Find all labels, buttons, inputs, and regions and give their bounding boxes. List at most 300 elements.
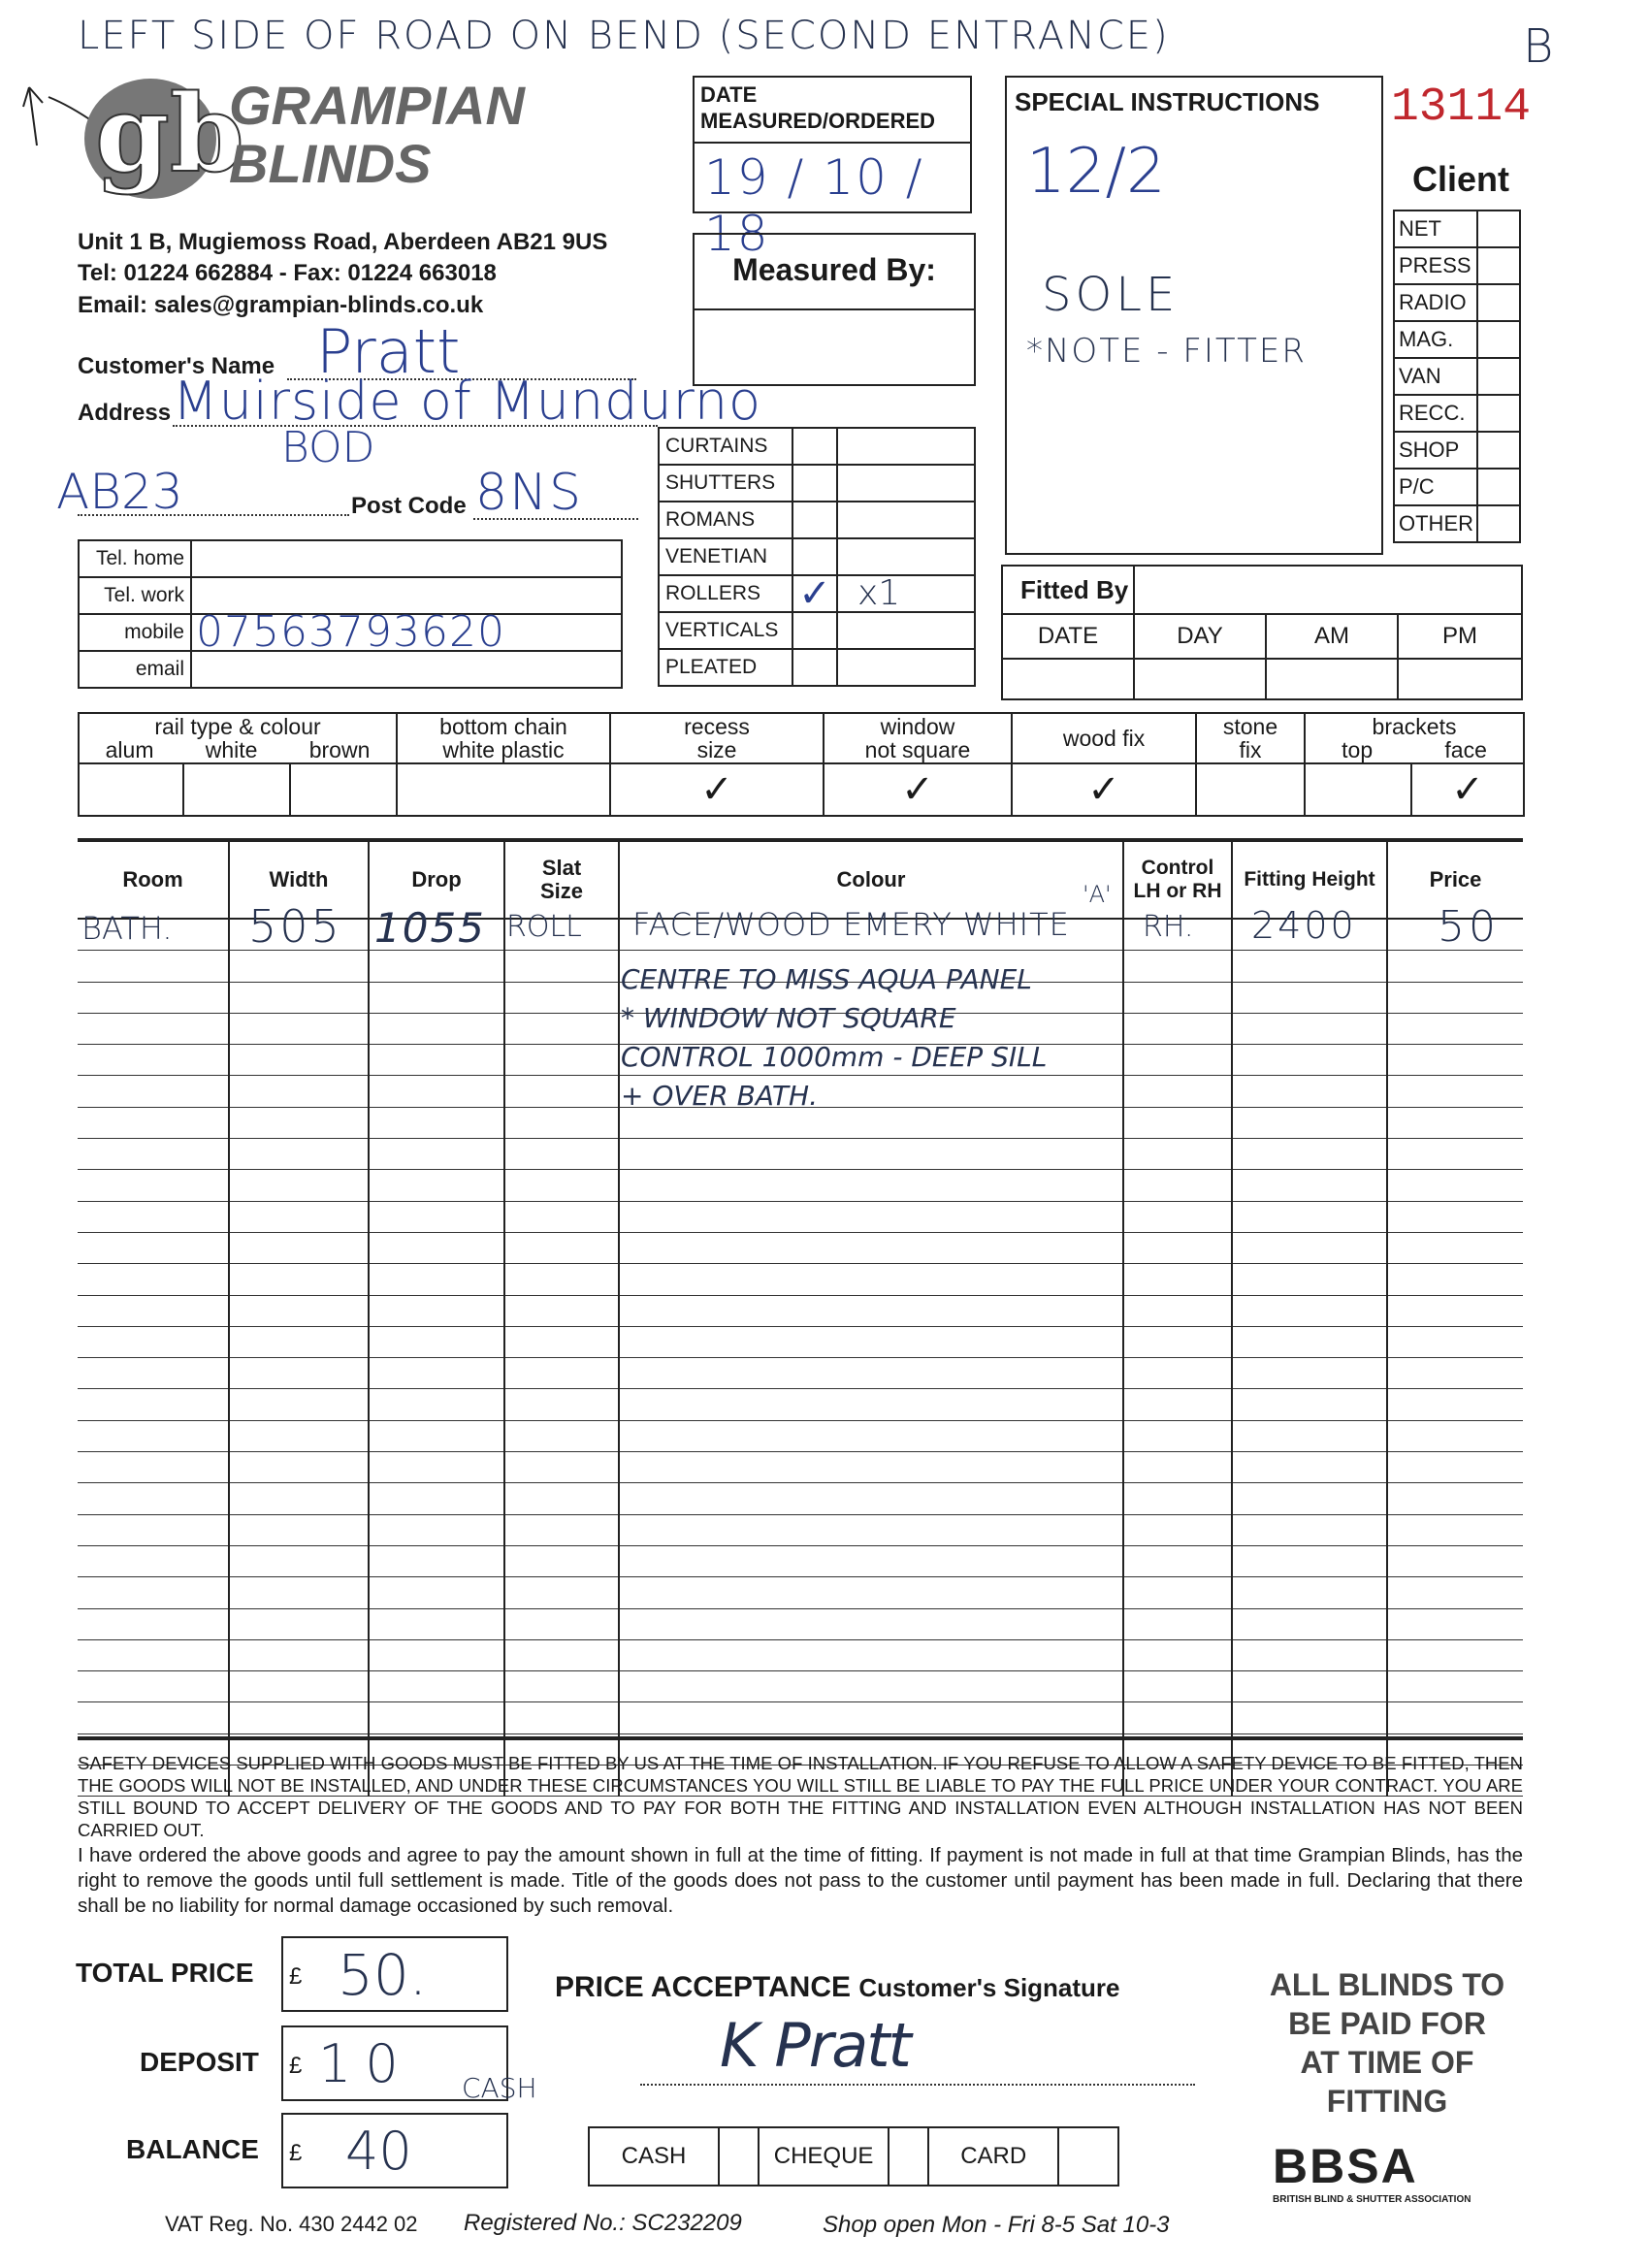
table-cell[interactable]: [1123, 951, 1232, 982]
table-cell[interactable]: [1123, 1201, 1232, 1232]
table-cell[interactable]: [619, 1671, 1123, 1702]
table-cell[interactable]: [1232, 1170, 1387, 1201]
client-options-table: [1393, 210, 1521, 543]
row1-colour[interactable]: FACE/WOOD EMERY WHITE: [632, 906, 1070, 943]
row1-fitting-height[interactable]: 2400: [1251, 904, 1357, 947]
note-line: CENTRE TO MISS AQUA PANEL: [621, 963, 1032, 995]
fitted-date-field[interactable]: [1002, 659, 1134, 699]
table-cell[interactable]: [369, 1201, 504, 1232]
table-cell[interactable]: [1123, 1420, 1232, 1451]
table-cell[interactable]: [1232, 1702, 1387, 1733]
table-cell[interactable]: [1123, 1139, 1232, 1170]
table-cell[interactable]: [1387, 951, 1523, 982]
table-cell[interactable]: [78, 1107, 229, 1138]
company-email: Email: sales@grampian-blinds.co.uk: [78, 292, 484, 318]
blind-type-tick[interactable]: [792, 502, 837, 538]
bottom-chain-label-l1: bottom chain: [439, 714, 567, 739]
table-cell[interactable]: [369, 1452, 504, 1483]
rail-alum-checkbox[interactable]: [79, 763, 183, 816]
table-cell[interactable]: [78, 1577, 229, 1608]
payment-cash-checkbox[interactable]: [719, 2127, 759, 2186]
table-cell[interactable]: [1123, 1076, 1232, 1107]
table-cell[interactable]: [1232, 1201, 1387, 1232]
table-cell[interactable]: [619, 1702, 1123, 1733]
table-cell[interactable]: [619, 1326, 1123, 1357]
date-value: 19 / 10 / 18: [704, 149, 924, 262]
col-slat-l1: Slat: [541, 856, 582, 880]
company-logo: [78, 71, 244, 202]
table-cell[interactable]: [504, 1107, 619, 1138]
table-cell[interactable]: [78, 1264, 229, 1295]
table-cell[interactable]: [1123, 1452, 1232, 1483]
table-cell[interactable]: [1232, 1545, 1387, 1576]
table-cell[interactable]: [619, 1608, 1123, 1639]
blind-type-tick[interactable]: [792, 465, 837, 502]
table-cell[interactable]: [229, 1358, 369, 1389]
recess-size-checkbox[interactable]: ✓: [610, 763, 824, 816]
table-cell[interactable]: [229, 1076, 369, 1107]
payment-cheque-checkbox[interactable]: [889, 2127, 928, 2186]
table-cell[interactable]: [1387, 1139, 1523, 1170]
table-cell[interactable]: [78, 1076, 229, 1107]
table-cell[interactable]: [78, 982, 229, 1013]
table-row: [78, 1545, 1523, 1576]
table-cell[interactable]: [504, 1483, 619, 1514]
table-cell[interactable]: [504, 1326, 619, 1357]
table-cell[interactable]: [229, 1452, 369, 1483]
table-cell[interactable]: [229, 1577, 369, 1608]
table-cell[interactable]: [619, 1389, 1123, 1420]
table-cell[interactable]: [369, 1358, 504, 1389]
table-cell[interactable]: [504, 1170, 619, 1201]
table-cell[interactable]: [369, 1420, 504, 1451]
table-cell[interactable]: [369, 1013, 504, 1044]
table-cell[interactable]: [1232, 1639, 1387, 1670]
table-cell[interactable]: [504, 1076, 619, 1107]
table-cell[interactable]: [1123, 1232, 1232, 1263]
table-cell[interactable]: [1387, 1107, 1523, 1138]
customer-name-value[interactable]: Pratt: [316, 316, 461, 387]
blind-type-qty[interactable]: [837, 612, 975, 649]
client-option-checkbox[interactable]: [1477, 284, 1520, 321]
postcode-prefix-value[interactable]: AB23: [56, 464, 183, 520]
client-option-checkbox[interactable]: [1477, 321, 1520, 358]
table-cell[interactable]: [369, 1577, 504, 1608]
table-cell[interactable]: [1387, 1295, 1523, 1326]
fitted-day-field[interactable]: [1134, 659, 1266, 699]
table-cell[interactable]: [78, 951, 229, 982]
table-cell[interactable]: [1387, 1452, 1523, 1483]
table-cell[interactable]: [504, 1608, 619, 1639]
total-price-box[interactable]: [281, 1936, 508, 2012]
table-cell[interactable]: [229, 1013, 369, 1044]
table-cell[interactable]: [619, 1201, 1123, 1232]
table-cell[interactable]: [1387, 1358, 1523, 1389]
table-cell[interactable]: [1123, 1170, 1232, 1201]
table-cell[interactable]: [229, 1608, 369, 1639]
table-row: [78, 1671, 1523, 1702]
table-cell[interactable]: [78, 1013, 229, 1044]
table-cell[interactable]: [619, 1295, 1123, 1326]
stone-fix-checkbox[interactable]: [1196, 763, 1305, 816]
blind-type-label: CURTAINS: [659, 428, 792, 465]
table-cell[interactable]: [1123, 1107, 1232, 1138]
table-cell[interactable]: [78, 1139, 229, 1170]
table-cell[interactable]: [1232, 1389, 1387, 1420]
table-cell[interactable]: [1387, 1702, 1523, 1733]
table-cell[interactable]: [504, 951, 619, 982]
customer-signature[interactable]: K Pratt: [720, 2010, 910, 2081]
table-cell[interactable]: [1387, 1264, 1523, 1295]
table-cell[interactable]: [369, 1232, 504, 1263]
table-cell[interactable]: [504, 1702, 619, 1733]
table-cell[interactable]: [1232, 1358, 1387, 1389]
table-cell[interactable]: [1123, 1514, 1232, 1545]
table-cell[interactable]: [1123, 1545, 1232, 1576]
row1-control[interactable]: RH.: [1143, 910, 1194, 944]
table-cell[interactable]: [369, 951, 504, 982]
table-cell[interactable]: [1123, 1326, 1232, 1357]
table-cell[interactable]: [619, 1170, 1123, 1201]
table-cell[interactable]: [1123, 1295, 1232, 1326]
table-cell[interactable]: [78, 1358, 229, 1389]
table-cell[interactable]: [229, 1483, 369, 1514]
table-cell[interactable]: [1232, 1608, 1387, 1639]
fitted-pm-field[interactable]: [1398, 659, 1522, 699]
table-cell[interactable]: [1232, 1671, 1387, 1702]
table-cell[interactable]: [1387, 1170, 1523, 1201]
blind-type-label: VENETIAN: [659, 538, 792, 575]
table-cell[interactable]: [229, 951, 369, 982]
stone-fix-header: [1196, 713, 1305, 763]
recess-label-l1: recess: [684, 714, 750, 739]
blind-type-qty[interactable]: x1: [837, 575, 975, 612]
table-cell[interactable]: [1232, 1514, 1387, 1545]
col-fitting-height: Fitting Height: [1232, 842, 1387, 919]
table-cell[interactable]: [229, 1232, 369, 1263]
table-cell[interactable]: [504, 1358, 619, 1389]
table-cell[interactable]: [229, 1170, 369, 1201]
table-cell[interactable]: [369, 1139, 504, 1170]
row1-room[interactable]: BATH.: [81, 910, 173, 947]
table-cell[interactable]: [1387, 1076, 1523, 1107]
table-cell[interactable]: [369, 1326, 504, 1357]
table-cell[interactable]: [78, 1452, 229, 1483]
table-cell[interactable]: [78, 1639, 229, 1670]
table-cell[interactable]: [1387, 1045, 1523, 1076]
price-acceptance-rest: Customer's Signature: [858, 1973, 1120, 2002]
table-cell[interactable]: [229, 1671, 369, 1702]
table-cell[interactable]: [619, 1139, 1123, 1170]
blind-type-row: [659, 612, 975, 649]
table-cell[interactable]: [1387, 1389, 1523, 1420]
table-cell[interactable]: [229, 1389, 369, 1420]
balance-label: BALANCE: [126, 2134, 259, 2164]
blind-type-qty[interactable]: [837, 465, 975, 502]
table-cell[interactable]: [619, 1452, 1123, 1483]
client-option-label: VAN: [1394, 358, 1477, 395]
mobile-field[interactable]: 07563793620: [191, 614, 622, 651]
table-cell[interactable]: [369, 1483, 504, 1514]
col-width: Width: [229, 842, 369, 919]
postcode-value[interactable]: 8NS: [475, 464, 583, 522]
table-cell[interactable]: [1123, 982, 1232, 1013]
total-currency: £: [289, 1963, 303, 1990]
rail-brown-checkbox[interactable]: [290, 763, 397, 816]
table-cell[interactable]: [369, 1671, 504, 1702]
safety-terms: SAFETY DEVICES SUPPLIED WITH GOODS MUST BE FITTED BY US AT THE TIME OF INSTALLATION. IF YOU REFUSE TO ALLOW A SAFETY DEVICE TO BE FITTED, THEN THE GOODS WILL NOT BE INSTALLED, AND UNDER THESE CIRCUMSTANCES YOU WILL STILL BE LIABLE TO PAY THE FULL PRICE UNDER YOUR CONTRACT. YOU ARE STILL BOUND TO ACCEPT DELIVERY OF THE GOODS AND TO PAY FOR BOTH THE FITTING AND INSTALLATION EVEN ALTHOUGH INSTALLATION HAS NOT BEEN CARRIED OUT.: [78, 1753, 1523, 1840]
table-cell[interactable]: [369, 1514, 504, 1545]
table-cell[interactable]: [1232, 1013, 1387, 1044]
table-cell[interactable]: [369, 1076, 504, 1107]
blind-type-label: VERTICALS: [659, 612, 792, 649]
brackets-face-label: face: [1444, 737, 1487, 762]
blind-type-qty[interactable]: [837, 538, 975, 575]
window-not-square-checkbox[interactable]: ✓: [824, 763, 1012, 816]
client-option-checkbox[interactable]: [1477, 211, 1520, 247]
table-cell[interactable]: [1387, 982, 1523, 1013]
table-cell[interactable]: [1387, 1483, 1523, 1514]
table-cell[interactable]: [369, 1107, 504, 1138]
table-cell[interactable]: [229, 1639, 369, 1670]
table-cell[interactable]: [504, 1201, 619, 1232]
payment-cheque-label: CHEQUE: [759, 2127, 889, 2186]
note-line: * WINDOW NOT SQUARE: [621, 1002, 956, 1034]
table-cell[interactable]: [78, 1608, 229, 1639]
table-cell[interactable]: [1232, 1045, 1387, 1076]
balance-box[interactable]: [281, 2113, 508, 2188]
table-cell[interactable]: [229, 1514, 369, 1545]
table-cell[interactable]: [369, 1045, 504, 1076]
table-cell[interactable]: [1387, 1671, 1523, 1702]
table-cell[interactable]: [619, 1514, 1123, 1545]
blind-type-qty[interactable]: [837, 649, 975, 686]
table-cell[interactable]: [78, 1483, 229, 1514]
col-room: Room: [78, 842, 229, 919]
address-line2-value[interactable]: BOD: [281, 423, 375, 472]
client-option-checkbox[interactable]: [1477, 247, 1520, 284]
table-cell[interactable]: [369, 1608, 504, 1639]
table-cell[interactable]: [1123, 1608, 1232, 1639]
date-label: DATE MEASURED/ORDERED: [700, 82, 936, 133]
table-cell[interactable]: [1123, 1264, 1232, 1295]
row1-price[interactable]: 50: [1438, 902, 1500, 952]
table-row: [78, 1139, 1523, 1170]
table-cell[interactable]: [369, 1264, 504, 1295]
table-cell[interactable]: [78, 1045, 229, 1076]
table-cell[interactable]: [78, 1514, 229, 1545]
table-cell[interactable]: [504, 1545, 619, 1576]
table-cell[interactable]: [1387, 1013, 1523, 1044]
table-cell[interactable]: [1387, 1514, 1523, 1545]
table-cell[interactable]: [1232, 1577, 1387, 1608]
table-cell[interactable]: [369, 1545, 504, 1576]
table-cell[interactable]: [229, 1045, 369, 1076]
blind-types-table: [658, 427, 976, 687]
blind-type-tick[interactable]: [792, 612, 837, 649]
table-cell[interactable]: [369, 1389, 504, 1420]
table-cell[interactable]: [1232, 1326, 1387, 1357]
table-cell[interactable]: [229, 1420, 369, 1451]
table-cell[interactable]: [1232, 1076, 1387, 1107]
table-cell[interactable]: [504, 1577, 619, 1608]
table-cell[interactable]: [229, 1139, 369, 1170]
table-cell[interactable]: [229, 1295, 369, 1326]
table-cell[interactable]: [504, 1420, 619, 1451]
table-cell[interactable]: [1232, 1139, 1387, 1170]
table-cell[interactable]: [1232, 1264, 1387, 1295]
table-cell[interactable]: [369, 1639, 504, 1670]
address-line1-value[interactable]: Muirside of Mundurno: [173, 371, 762, 432]
table-cell[interactable]: [78, 1389, 229, 1420]
table-cell[interactable]: [369, 1295, 504, 1326]
table-cell[interactable]: [1387, 1639, 1523, 1670]
table-cell[interactable]: [229, 1264, 369, 1295]
table-cell[interactable]: [1232, 951, 1387, 982]
table-cell[interactable]: [504, 1389, 619, 1420]
row1-width[interactable]: 505: [248, 900, 342, 953]
blind-type-qty[interactable]: [837, 502, 975, 538]
table-cell[interactable]: [229, 1326, 369, 1357]
contact-label: mobile: [79, 614, 191, 651]
table-cell[interactable]: [1123, 1389, 1232, 1420]
corner-mark: B: [1523, 19, 1554, 74]
table-cell[interactable]: [229, 1702, 369, 1733]
rail-white-checkbox[interactable]: [183, 763, 290, 816]
table-cell[interactable]: [504, 1639, 619, 1670]
brackets-label: brackets: [1372, 714, 1457, 739]
table-cell[interactable]: [1123, 1483, 1232, 1514]
table-cell[interactable]: [78, 1201, 229, 1232]
table-cell[interactable]: [1123, 1639, 1232, 1670]
bottom-chain-checkbox[interactable]: [397, 763, 610, 816]
table-cell[interactable]: [78, 1170, 229, 1201]
table-cell[interactable]: [1232, 982, 1387, 1013]
table-cell[interactable]: [619, 1545, 1123, 1576]
table-cell[interactable]: [78, 1232, 229, 1263]
client-option-row: [1394, 469, 1520, 505]
table-cell[interactable]: [1387, 1420, 1523, 1451]
table-cell[interactable]: [1232, 1452, 1387, 1483]
table-cell[interactable]: [1123, 1671, 1232, 1702]
table-cell[interactable]: [504, 1264, 619, 1295]
table-cell[interactable]: [78, 1420, 229, 1451]
table-cell[interactable]: [504, 1514, 619, 1545]
table-cell[interactable]: [1387, 1232, 1523, 1263]
table-cell[interactable]: [504, 1295, 619, 1326]
table-cell[interactable]: [1387, 1326, 1523, 1357]
table-cell[interactable]: [1123, 1577, 1232, 1608]
table-cell[interactable]: [369, 982, 504, 1013]
wood-fix-checkbox[interactable]: ✓: [1012, 763, 1196, 816]
table-cell[interactable]: [229, 982, 369, 1013]
deposit-note: CASH: [462, 2072, 537, 2104]
payment-card-checkbox[interactable]: [1058, 2127, 1118, 2186]
table-cell[interactable]: [1123, 1702, 1232, 1733]
stone-label-l2: fix: [1239, 737, 1262, 762]
row-notes[interactable]: [621, 960, 1047, 1116]
table-cell[interactable]: [504, 1013, 619, 1044]
table-cell[interactable]: [78, 1295, 229, 1326]
blind-type-qty[interactable]: [837, 428, 975, 465]
table-cell[interactable]: [1123, 1013, 1232, 1044]
row1-drop[interactable]: 1055: [374, 904, 486, 952]
table-cell[interactable]: [619, 1358, 1123, 1389]
table-cell[interactable]: [504, 1232, 619, 1263]
contact-row-home: [79, 540, 622, 577]
table-cell[interactable]: [504, 1452, 619, 1483]
table-cell[interactable]: [504, 1045, 619, 1076]
fitted-by-table: [1001, 565, 1523, 700]
payment-card-label: CARD: [928, 2127, 1058, 2186]
table-cell[interactable]: [78, 1671, 229, 1702]
table-cell[interactable]: [1232, 1232, 1387, 1263]
table-cell[interactable]: [229, 1545, 369, 1576]
table-cell[interactable]: [369, 1702, 504, 1733]
contact-table: [78, 539, 623, 689]
row1-slat[interactable]: ROLL: [506, 910, 582, 944]
blind-type-tick[interactable]: [792, 649, 837, 686]
client-option-checkbox[interactable]: [1477, 505, 1520, 542]
blind-type-tick[interactable]: ✓: [792, 575, 837, 612]
deposit-label: DEPOSIT: [140, 2047, 259, 2077]
row1-colour-mark: 'A': [1083, 881, 1112, 908]
blind-type-tick[interactable]: [792, 428, 837, 465]
table-cell[interactable]: [619, 1577, 1123, 1608]
table-cell[interactable]: [78, 1545, 229, 1576]
client-option-label: SHOP: [1394, 432, 1477, 469]
table-cell[interactable]: [1232, 1107, 1387, 1138]
table-cell[interactable]: [1123, 1358, 1232, 1389]
contact-row-mobile: [79, 614, 622, 651]
table-cell[interactable]: [229, 1201, 369, 1232]
client-option-checkbox[interactable]: [1477, 432, 1520, 469]
fitted-am-field[interactable]: [1266, 659, 1398, 699]
blind-type-tick[interactable]: [792, 538, 837, 575]
fitted-by-field[interactable]: [1134, 566, 1522, 614]
table-cell[interactable]: [1387, 1608, 1523, 1639]
table-cell[interactable]: [619, 1639, 1123, 1670]
client-option-checkbox[interactable]: [1477, 469, 1520, 505]
postcode-label: Post Code: [351, 493, 467, 519]
table-cell[interactable]: [1387, 1545, 1523, 1576]
table-cell[interactable]: [78, 1326, 229, 1357]
table-cell[interactable]: [78, 1702, 229, 1733]
table-cell[interactable]: [1387, 1577, 1523, 1608]
table-cell[interactable]: [1387, 1201, 1523, 1232]
table-cell[interactable]: [369, 1170, 504, 1201]
table-cell[interactable]: [1232, 1420, 1387, 1451]
client-option-checkbox[interactable]: [1477, 395, 1520, 432]
brackets-face-checkbox[interactable]: ✓: [1411, 763, 1524, 816]
tel-home-field[interactable]: [191, 540, 622, 577]
table-cell[interactable]: [619, 1483, 1123, 1514]
brackets-top-checkbox[interactable]: [1305, 763, 1411, 816]
client-option-label: P/C: [1394, 469, 1477, 505]
table-cell[interactable]: [619, 1232, 1123, 1263]
table-cell[interactable]: [504, 1139, 619, 1170]
table-cell[interactable]: [1232, 1483, 1387, 1514]
table-cell[interactable]: [504, 1671, 619, 1702]
table-cell[interactable]: [229, 1107, 369, 1138]
table-cell[interactable]: [504, 982, 619, 1013]
balance-currency: £: [289, 2140, 303, 2166]
table-cell[interactable]: [619, 1420, 1123, 1451]
table-cell[interactable]: [1232, 1295, 1387, 1326]
table-cell[interactable]: [619, 1264, 1123, 1295]
client-option-checkbox[interactable]: [1477, 358, 1520, 395]
table-cell[interactable]: [1123, 1045, 1232, 1076]
